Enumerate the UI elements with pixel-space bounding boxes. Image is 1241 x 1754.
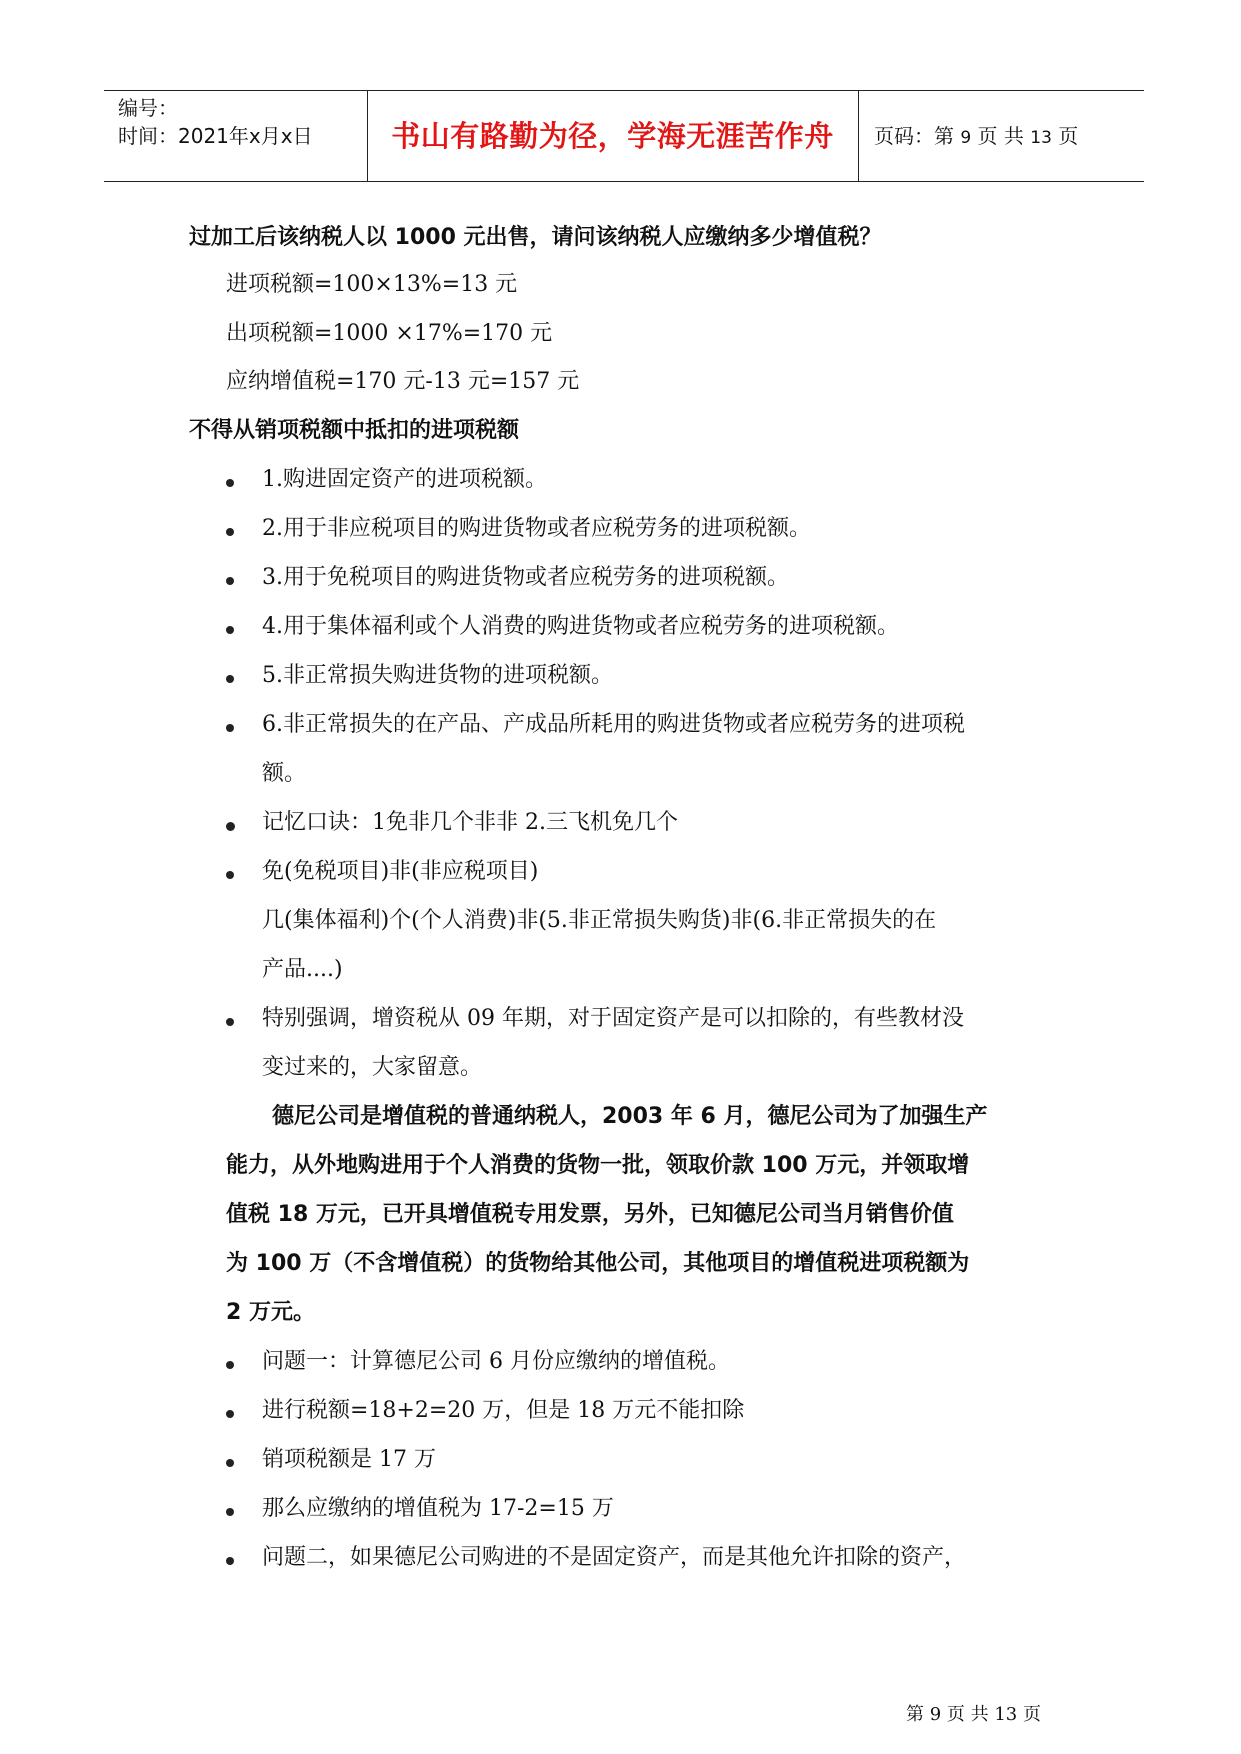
list-bullet: [226, 822, 235, 831]
list-bullet: [226, 1508, 234, 1516]
answer-item: 那么应缴纳的增值税为 17-2=15 万: [262, 1496, 614, 1521]
list-item: 1.购进固定资产的进项税额。: [262, 467, 547, 492]
note-line1: 特别强调，增资税从 09 年期，对于固定资产是可以扣除的，有些教材没: [262, 1006, 964, 1031]
list-item-continuation: 额。: [262, 761, 307, 786]
case-paragraph-line: 为 100 万（不含增值税）的货物给其他公司，其他项目的增值税进项税额为: [226, 1251, 970, 1276]
list-item: 6.非正常损失的在产品、产成品所耗用的购进货物或者应税劳务的进项税: [262, 712, 965, 737]
answer-item: 进行税额=18+2=20 万，但是 18 万元不能扣除: [262, 1398, 745, 1423]
calc-output-tax: 出项税额=1000 ×17%=170 元: [226, 321, 553, 346]
list-bullet: [226, 675, 234, 683]
header-divider-right: [858, 90, 859, 182]
header-number-label: 编号：: [118, 96, 178, 120]
header-page-prefix: 页码：第: [874, 124, 954, 148]
list-bullet: [226, 1410, 234, 1418]
mnemonic-line: 记忆口诀：1免非几个非非 2.三飞机免几个: [262, 810, 678, 835]
answer-item: 问题二，如果德尼公司购进的不是固定资产，而是其他允许扣除的资产，: [262, 1545, 967, 1570]
list-bullet: [226, 528, 234, 536]
case-paragraph-line: 值税 18 万元，已开具增值税专用发票，另外，已知德尼公司当月销售价值: [226, 1202, 954, 1227]
list-bullet: [226, 577, 234, 585]
header-page-total: 13: [1030, 128, 1052, 148]
list-bullet: [226, 871, 234, 879]
mnemonic-detail-line2: 几(集体福利)个(个人消费)非(5.非正常损失购货)非(6.非正常损失的在: [262, 908, 937, 933]
answer-item: 销项税额是 17 万: [262, 1447, 436, 1472]
list-bullet: [226, 479, 234, 487]
case-paragraph-line: 2 万元。: [226, 1300, 315, 1325]
list-bullet: [226, 1361, 234, 1369]
page-footer: 第 9 页 共 13 页: [906, 1704, 1041, 1725]
header-motto: 书山有路勤为径，学海无涯苦作舟: [391, 119, 834, 153]
case-paragraph-line: 能力，从外地购进用于个人消费的货物一批，领取价款 100 万元，并领取增: [226, 1153, 970, 1178]
header-time-label: 时间：2021年x月x日: [118, 124, 313, 148]
case-paragraph-line: 德尼公司是增值税的普通纳税人，2003 年 6 月，德尼公司为了加强生产: [272, 1104, 988, 1129]
list-item: 3.用于免税项目的购进货物或者应税劳务的进项税额。: [262, 565, 789, 590]
list-bullet: [226, 724, 234, 732]
mnemonic-detail-line3: 产品....): [262, 957, 343, 982]
list-bullet: [226, 1557, 234, 1565]
mnemonic-detail-line1: 免(免税项目)非(非应税项目): [262, 859, 539, 884]
list-bullet: [226, 1459, 234, 1467]
header-page-suffix: 页: [1058, 124, 1079, 148]
header-page-mid: 页 共: [977, 124, 1024, 148]
list-bullet: [226, 1018, 234, 1026]
answer-item: 问题一：计算德尼公司 6 月份应缴纳的增值税。: [262, 1349, 730, 1374]
list-bullet: [226, 626, 234, 634]
header-bottom-rule: [104, 181, 1144, 182]
note-line2: 变过来的，大家留意。: [262, 1055, 483, 1080]
question-text: 过加工后该纳税人以 1000 元出售，请问该纳税人应缴纳多少增值税？: [189, 225, 882, 250]
section-heading: 不得从销项税额中抵扣的进项税额: [189, 418, 520, 443]
list-item: 4.用于集体福利或个人消费的购进货物或者应税劳务的进项税额。: [262, 614, 899, 639]
header-page-number: 9: [960, 128, 972, 148]
header-page-indicator: [874, 120, 1078, 149]
calc-vat-payable: 应纳增值税=170 元-13 元=157 元: [226, 369, 580, 394]
page-header: [104, 90, 1144, 182]
list-item: 2.用于非应税项目的购进货物或者应税劳务的进项税额。: [262, 516, 811, 541]
header-top-rule: [104, 90, 1144, 91]
list-item: 5.非正常损失购进货物的进项税额。: [262, 663, 613, 688]
calc-input-tax: 进项税额=100×13%=13 元: [226, 272, 518, 297]
header-meta: [118, 94, 313, 150]
